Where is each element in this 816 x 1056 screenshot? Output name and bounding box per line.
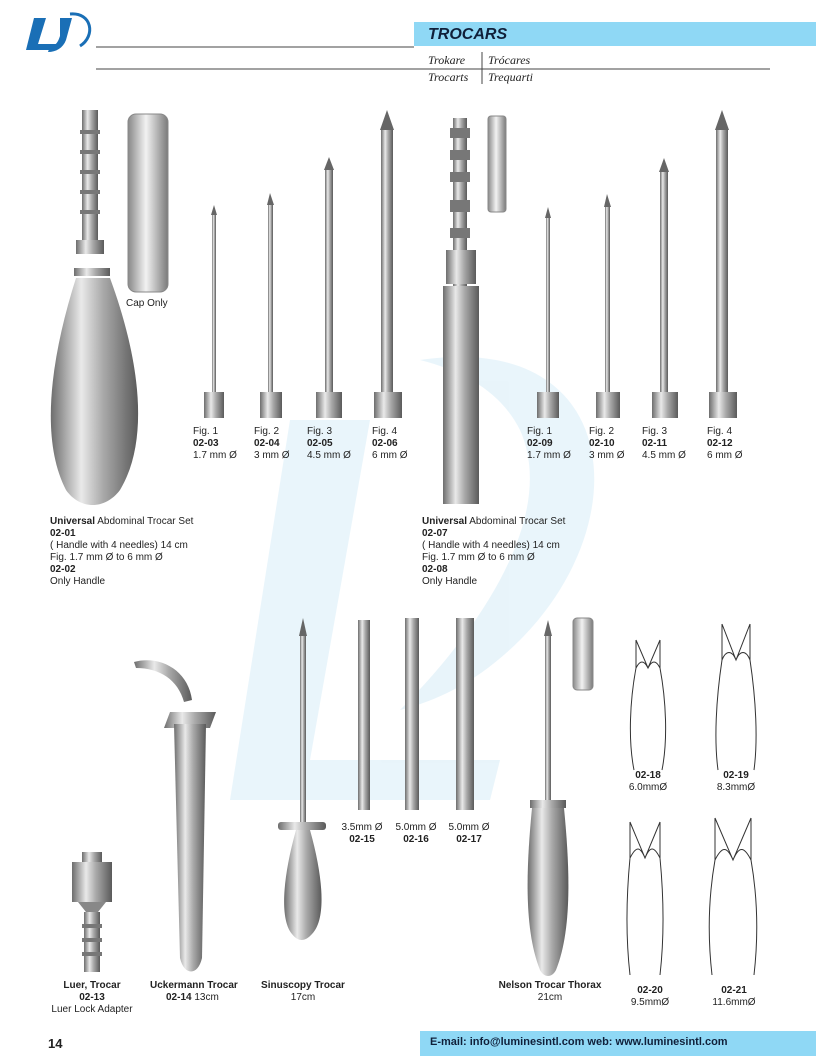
lang-german: Trokare (428, 53, 466, 67)
page-number: 14 (48, 1036, 63, 1051)
cannula-caption-02-15: 3.5mm Ø 02-15 (341, 822, 383, 845)
needle-label-02-06: Fig. 4 02-06 6 mm Ø (372, 426, 408, 461)
needle-label-02-03: Fig. 1 02-03 1.7 mm Ø (193, 426, 237, 461)
needle-label-02-12: Fig. 4 02-12 6 mm Ø (707, 426, 743, 461)
tip-caption-02-19: 02-19 8.3mmØ (716, 770, 756, 793)
needle-label-02-10: Fig. 2 02-10 3 mm Ø (589, 426, 625, 461)
needle-label-02-11: Fig. 3 02-11 4.5 mm Ø (642, 426, 686, 461)
trocar-handle-set2 (443, 118, 479, 504)
needles-set1 (204, 110, 402, 418)
sinuscopy-caption: Sinuscopy Trocar 17cm (261, 980, 345, 1003)
needle-label-02-05: Fig. 3 02-05 4.5 mm Ø (307, 426, 351, 461)
nelson-cap (573, 618, 593, 690)
luer-trocar-image (72, 852, 112, 972)
tip-drawings (627, 624, 757, 975)
set2-description: Universal Abdominal Trocar Set 02-07 ( Handle with 4 needles) 14 cm Fig. 1.7 mm Ø to 6 mm Ø 02-08 Only Handle (422, 516, 566, 587)
footer-contact: E-mail: info@luminesintl.com web: www.luminesintl.com (430, 1036, 728, 1048)
needle-label-02-09: Fig. 1 02-09 1.7 mm Ø (527, 426, 571, 461)
uckermann-trocar-image (134, 660, 216, 971)
uckermann-caption: Uckermann Trocar 02-14 13cm (150, 980, 238, 1003)
cap-label: Cap Only (126, 298, 168, 309)
tip-caption-02-20: 02-20 9.5mmØ (630, 985, 670, 1008)
tip-caption-02-18: 02-18 6.0mmØ (628, 770, 668, 793)
lang-french: Trocarts (428, 70, 469, 84)
company-logo (26, 14, 90, 52)
cannula-caption-02-17: 5.0mm Ø 02-17 (448, 822, 490, 845)
page-title: TROCARS (428, 26, 508, 43)
tip-caption-02-21: 02-21 11.6mmØ (712, 985, 756, 1008)
trocar-cap (128, 114, 168, 292)
lang-italian: Trequarti (488, 70, 533, 84)
cannula-caption-02-16: 5.0mm Ø 02-16 (395, 822, 437, 845)
trocar-cap-set2 (488, 116, 506, 212)
nelson-caption: Nelson Trocar Thorax 21cm (498, 980, 602, 1003)
needles-set2 (537, 110, 737, 418)
needle-label-02-04: Fig. 2 02-04 3 mm Ø (254, 426, 290, 461)
set1-description: Universal Abdominal Trocar Set 02-01 ( Handle with 4 needles) 14 cm Fig. 1.7 mm Ø to 6 mm Ø 02-02 Only Handle (50, 516, 194, 587)
luer-trocar-caption: Luer, Trocar 02-13 Luer Lock Adapter (51, 980, 133, 1015)
nelson-trocar-image (528, 620, 569, 976)
lang-spanish: Trócares (488, 53, 531, 67)
